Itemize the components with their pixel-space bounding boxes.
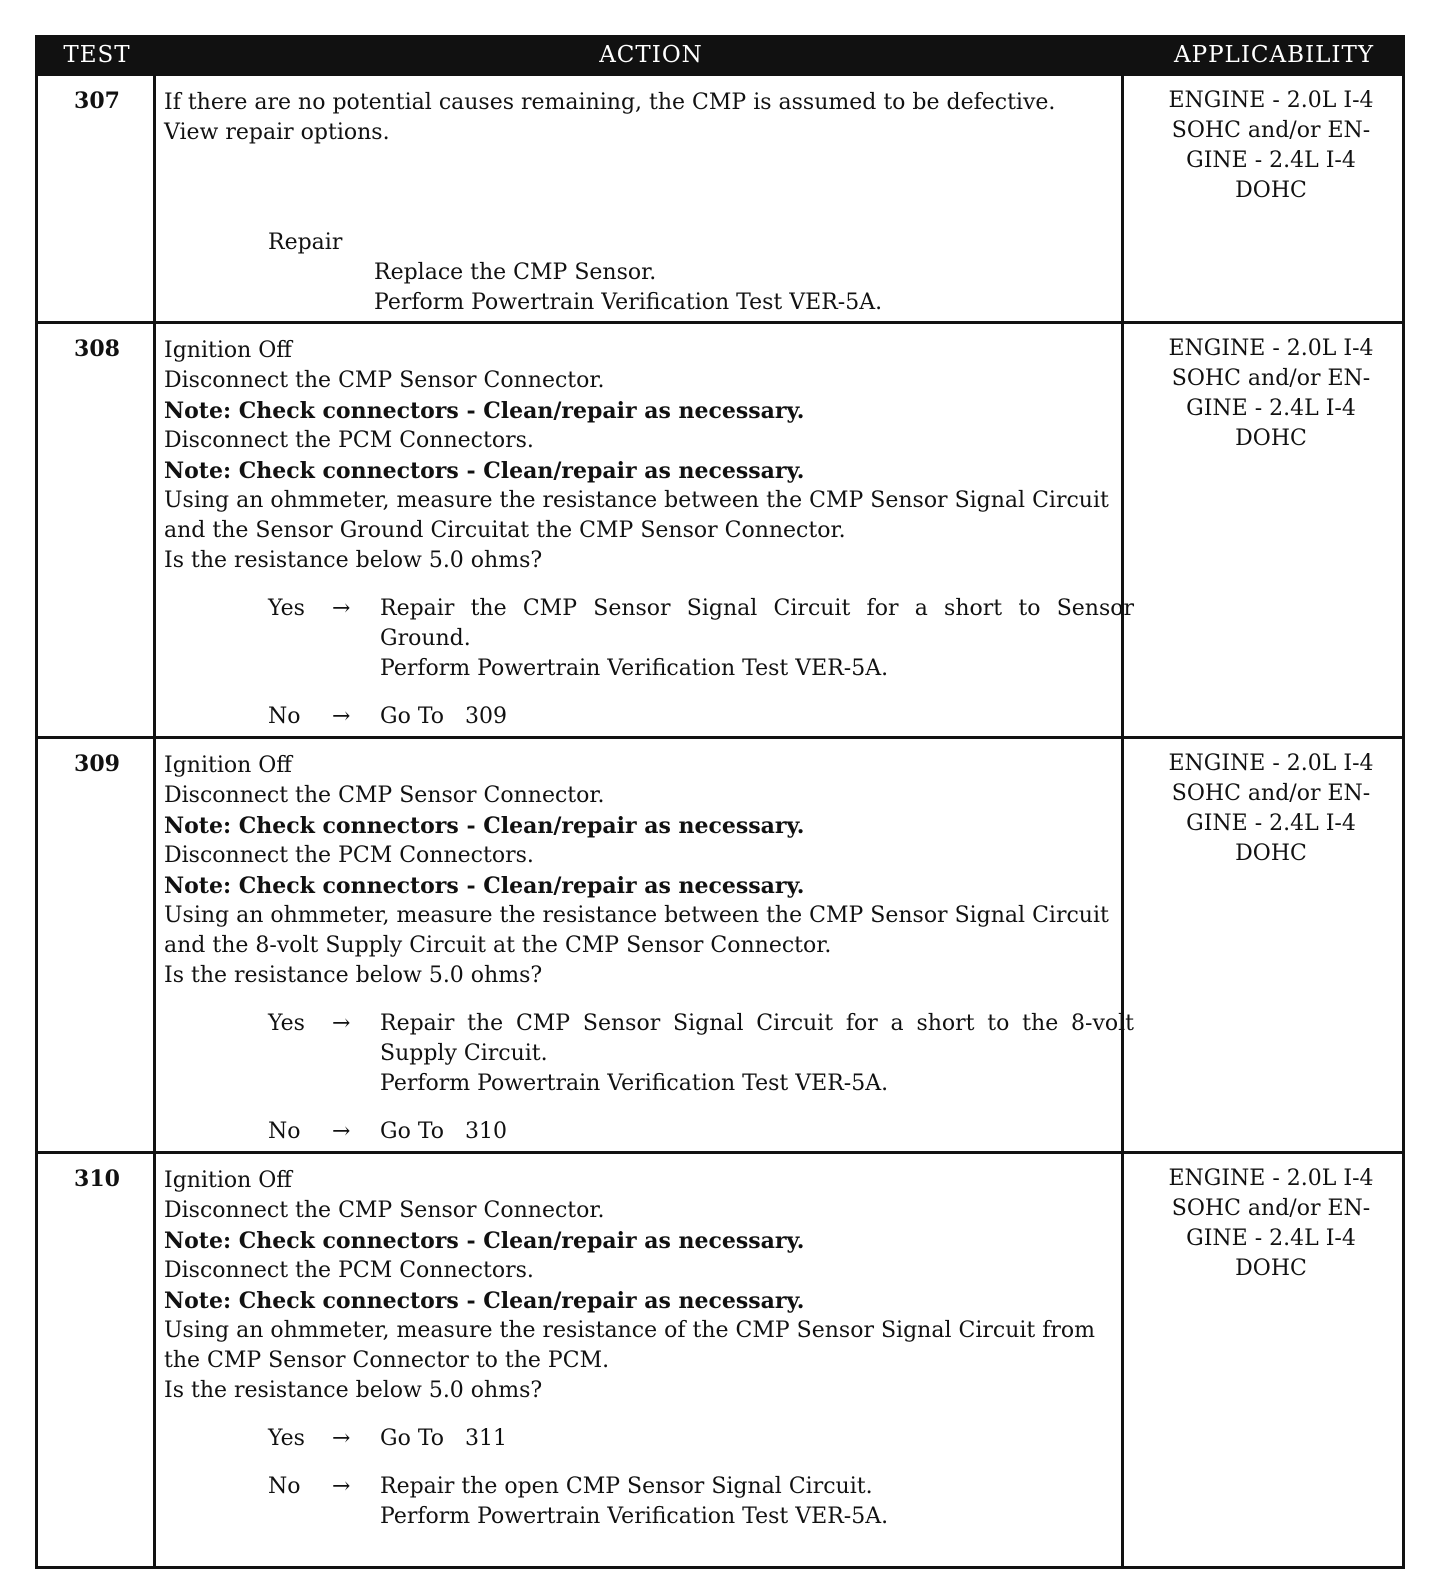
diagnostic-table — [35, 35, 1405, 1569]
yes-label: Yes — [268, 1426, 305, 1451]
outcome-no — [164, 1472, 1134, 1532]
action-line: and the 8-volt Supply Circuit at the CMP Sensor Connector. — [164, 933, 832, 958]
action-line: Ignition Off — [164, 338, 292, 363]
arrow-icon: → — [332, 596, 351, 621]
result-line: Perform Powertrain Verification Test VER-5A. — [380, 656, 889, 681]
applicability-cell — [1134, 86, 1408, 206]
repair-line: Perform Powertrain Verification Test VER-5A. — [374, 290, 883, 315]
note-line: Note: Check connectors - Clean/repair as necessary. — [164, 398, 805, 424]
table-header — [38, 38, 1402, 76]
action-line: Is the resistance below 5.0 ohms? — [164, 1378, 543, 1403]
applicability-line: GINE - 2.4L I-4 — [1186, 148, 1356, 173]
applicability-line: GINE - 2.4L I-4 — [1186, 1226, 1356, 1251]
action-line: Disconnect the PCM Connectors. — [164, 428, 534, 453]
applicability-line: SOHC and/or EN- — [1171, 118, 1371, 143]
applicability-cell — [1134, 334, 1408, 454]
action-line: Using an ohmmeter, measure the resistance between the CMP Sensor Signal Circuit — [164, 903, 1109, 928]
goto-link: Go To 309 — [380, 704, 507, 729]
table-row — [38, 739, 1402, 1151]
outcome-no — [164, 1117, 1134, 1147]
arrow-icon: → — [332, 1426, 351, 1451]
header-test: TEST — [63, 42, 131, 68]
action-line: If there are no potential causes remaining, the CMP is assumed to be defective. — [164, 90, 1056, 115]
no-label: No — [268, 704, 301, 729]
applicability-line: SOHC and/or EN- — [1171, 781, 1371, 806]
applicability-line: ENGINE - 2.0L I-4 — [1168, 336, 1374, 361]
action-cell — [164, 751, 1134, 1147]
action-cell — [164, 1166, 1134, 1532]
action-line: Ignition Off — [164, 753, 292, 778]
arrow-icon: → — [332, 1011, 351, 1036]
outcome-result — [380, 594, 1134, 684]
applicability-cell — [1134, 1164, 1408, 1284]
applicability-line: SOHC and/or EN- — [1171, 1196, 1371, 1221]
action-line: Is the resistance below 5.0 ohms? — [164, 548, 543, 573]
action-line: and the Sensor Ground Circuitat the CMP Sensor Connector. — [164, 518, 846, 543]
action-line: Is the resistance below 5.0 ohms? — [164, 963, 543, 988]
no-label: No — [268, 1119, 301, 1144]
test-number: 307 — [74, 88, 120, 114]
goto-link: Go To 310 — [380, 1119, 507, 1144]
note-line: Note: Check connectors - Clean/repair as necessary. — [164, 873, 805, 899]
applicability-line: ENGINE - 2.0L I-4 — [1168, 1166, 1374, 1191]
action-line: Using an ohmmeter, measure the resistance between the CMP Sensor Signal Circuit — [164, 488, 1109, 513]
table-row — [38, 1154, 1402, 1566]
header-action: ACTION — [599, 42, 703, 68]
applicability-line: DOHC — [1235, 178, 1307, 203]
action-line: Disconnect the CMP Sensor Connector. — [164, 783, 605, 808]
test-number: 308 — [74, 336, 120, 362]
table-row — [38, 324, 1402, 736]
action-line: Ignition Off — [164, 1168, 292, 1193]
action-line: Disconnect the PCM Connectors. — [164, 843, 534, 868]
action-line: Disconnect the CMP Sensor Connector. — [164, 1198, 605, 1223]
applicability-line: DOHC — [1235, 1256, 1307, 1281]
result-line: Repair the CMP Sensor Signal Circuit for a short to the 8-volt Supply Circuit. — [380, 1011, 1134, 1066]
no-label: No — [268, 1474, 301, 1499]
applicability-line: DOHC — [1235, 426, 1307, 451]
note-line: Note: Check connectors - Clean/repair as necessary. — [164, 1228, 805, 1254]
outcome-yes — [164, 594, 1134, 684]
repair-line: Replace the CMP Sensor. — [374, 260, 657, 285]
arrow-icon: → — [332, 704, 351, 729]
applicability-line: GINE - 2.4L I-4 — [1186, 396, 1356, 421]
result-line: Perform Powertrain Verification Test VER-5A. — [380, 1504, 889, 1529]
arrow-icon: → — [332, 1474, 351, 1499]
action-line: Using an ohmmeter, measure the resistance of the CMP Sensor Signal Circuit from — [164, 1318, 1095, 1343]
result-line: Repair the CMP Sensor Signal Circuit for a short to Sensor Ground. — [380, 596, 1134, 651]
applicability-line: ENGINE - 2.0L I-4 — [1168, 751, 1374, 776]
header-applicability: APPLICABILITY — [1174, 42, 1374, 68]
action-line: Disconnect the CMP Sensor Connector. — [164, 368, 605, 393]
yes-label: Yes — [268, 1011, 305, 1036]
applicability-line: ENGINE - 2.0L I-4 — [1168, 88, 1374, 113]
table-row — [38, 76, 1402, 323]
outcome-yes — [164, 1009, 1134, 1099]
repair-label: Repair — [268, 230, 343, 255]
outcome-no — [164, 702, 1134, 732]
applicability-line: SOHC and/or EN- — [1171, 366, 1371, 391]
note-line: Note: Check connectors - Clean/repair as necessary. — [164, 1288, 805, 1314]
outcome-result — [380, 1472, 1134, 1532]
action-cell — [164, 88, 1134, 318]
applicability-line: GINE - 2.4L I-4 — [1186, 811, 1356, 836]
result-line: Perform Powertrain Verification Test VER-5A. — [380, 1071, 889, 1096]
test-number: 310 — [74, 1166, 120, 1192]
result-line: Repair the open CMP Sensor Signal Circuit. — [380, 1474, 873, 1499]
note-line: Note: Check connectors - Clean/repair as necessary. — [164, 458, 805, 484]
outcome-yes — [164, 1424, 1134, 1454]
applicability-line: DOHC — [1235, 841, 1307, 866]
action-cell — [164, 336, 1134, 732]
outcome-result — [380, 1009, 1134, 1099]
arrow-icon: → — [332, 1119, 351, 1144]
applicability-cell — [1134, 749, 1408, 869]
action-line: Disconnect the PCM Connectors. — [164, 1258, 534, 1283]
yes-label: Yes — [268, 596, 305, 621]
action-line: the CMP Sensor Connector to the PCM. — [164, 1348, 610, 1373]
note-line: Note: Check connectors - Clean/repair as necessary. — [164, 813, 805, 839]
test-number: 309 — [74, 751, 120, 777]
action-line: View repair options. — [164, 120, 390, 145]
goto-link: Go To 311 — [380, 1426, 507, 1451]
